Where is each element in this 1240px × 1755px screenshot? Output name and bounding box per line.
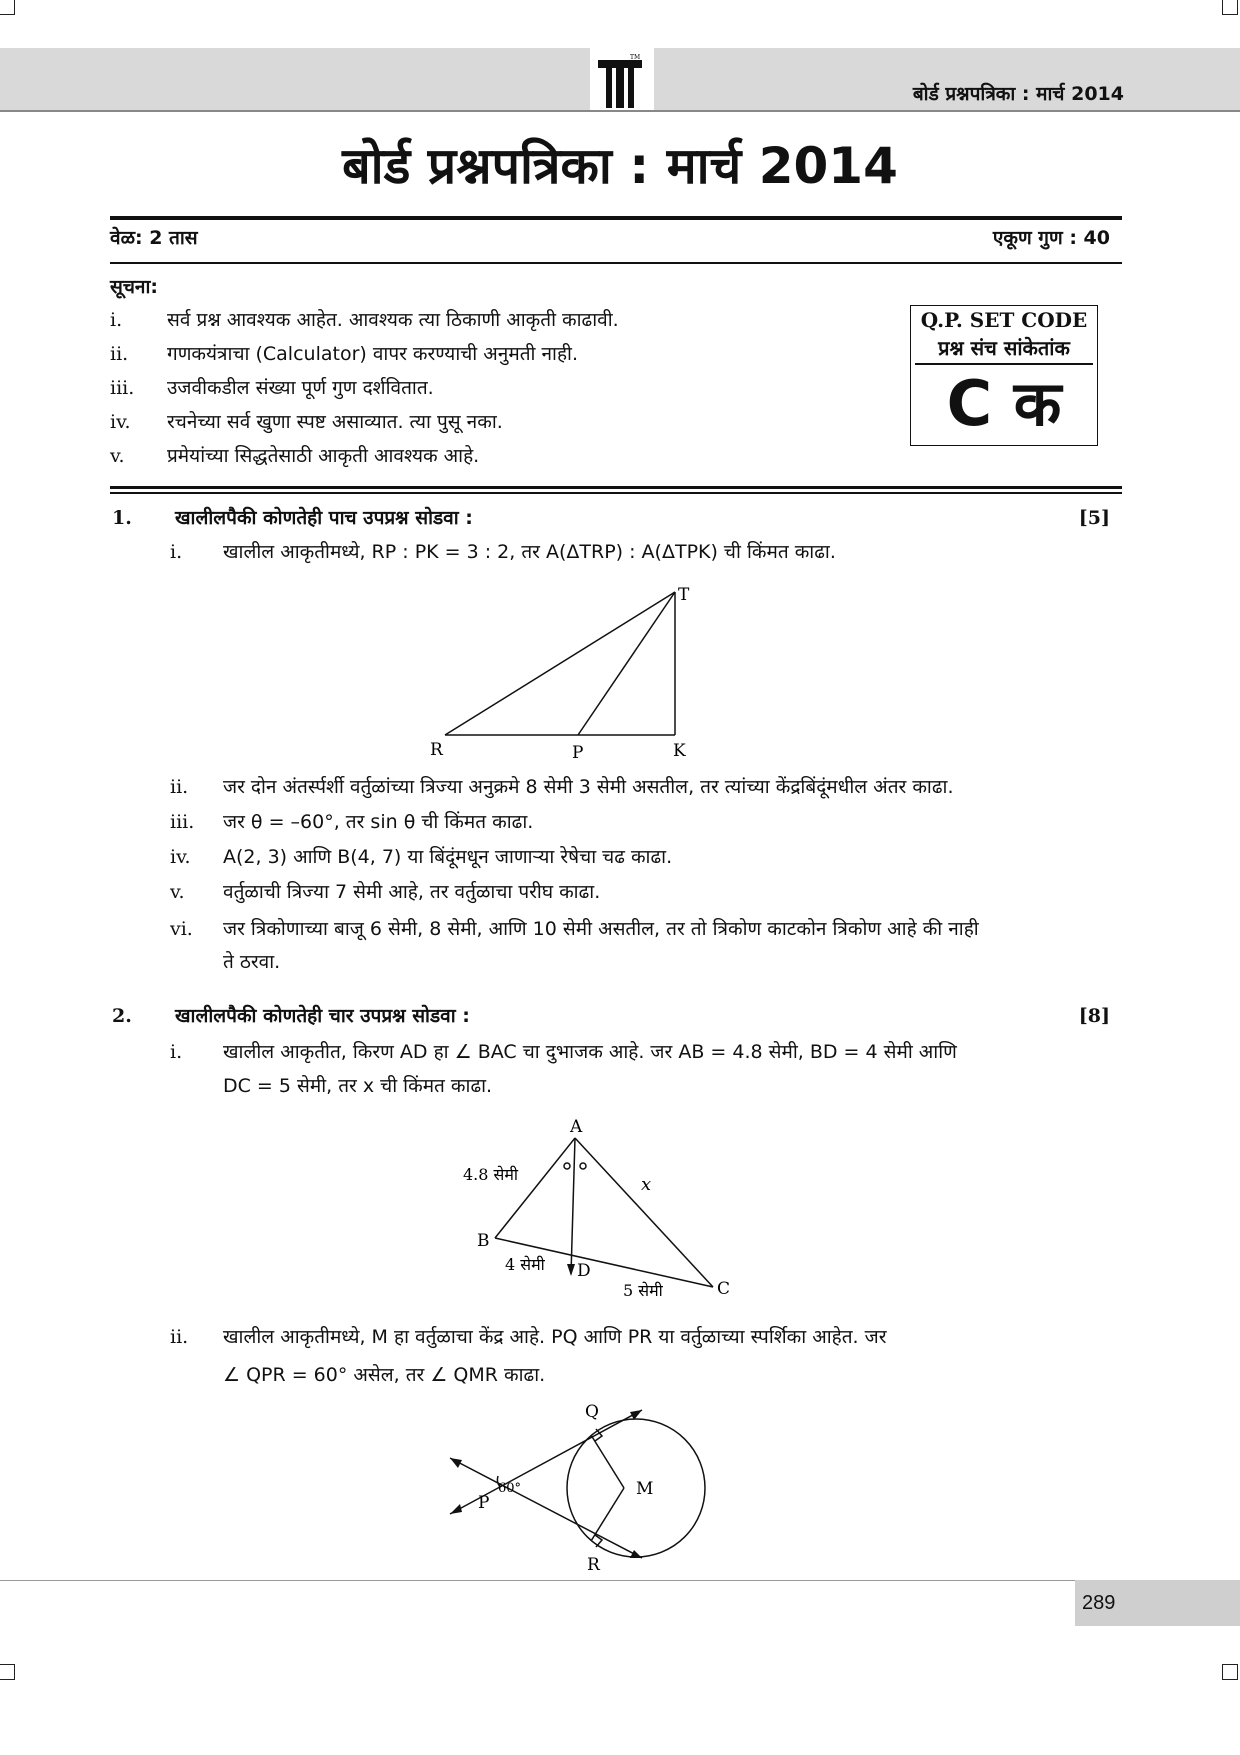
- instructions-heading: सूचना:: [110, 276, 158, 298]
- instruction-text: प्रमेयांच्या सिद्धतेसाठी आकृती आवश्यक आहे.: [167, 445, 480, 467]
- crop-mark-bottom-left: [0, 1664, 15, 1680]
- fig1-label-K: K: [673, 741, 686, 760]
- instruction-num: iii.: [110, 377, 135, 399]
- q1-marks: [5]: [1078, 507, 1110, 529]
- q2-i-text: खालील आकृतीत, किरण AD हा ∠ BAC चा दुभाजक आहे. जर AB = 4.8 सेमी, BD = 4 सेमी आणि: [223, 1041, 957, 1063]
- instruction-num: i.: [110, 309, 123, 331]
- instruction-text: गणकयंत्राचा (Calculator) वापर करण्याची अनुमती नाही.: [167, 343, 579, 365]
- fig2-label-B: B: [477, 1231, 490, 1251]
- q1-v-num: v.: [170, 881, 185, 903]
- q1-iii-num: iii.: [170, 811, 195, 833]
- fig1-label-T: T: [678, 585, 690, 605]
- q1-v-text: वर्तुळाची त्रिज्या 7 सेमी आहे, तर वर्तुळाचा परीघ काढा.: [223, 881, 601, 903]
- page-title: बोर्ड प्रश्नपत्रिका : मार्च 2014: [342, 137, 898, 195]
- set-code-box: [910, 305, 1098, 446]
- instruction-num: ii.: [110, 343, 129, 365]
- rule-section-1: [110, 486, 1122, 489]
- logo-tm-text: TM: [630, 54, 641, 61]
- q1-i-num: i.: [170, 541, 183, 563]
- q2-heading: खालीलपैकी कोणतेही चार उपप्रश्न सोडवा :: [175, 1005, 470, 1027]
- q1-i-text: खालील आकृतीमध्ये, RP : PK = 3 : 2, तर A(ΔTRP) : A(ΔTPK) ची किंमत काढा.: [223, 541, 836, 563]
- rule-meta: [110, 262, 1122, 264]
- rule-section-2: [110, 492, 1122, 494]
- fig1-label-P: P: [572, 743, 584, 760]
- q2-i-num: i.: [170, 1041, 183, 1063]
- fig2-label-BD: 4 सेमी: [505, 1255, 545, 1274]
- q2-ii-text: खालील आकृतीमध्ये, M हा वर्तुळाचा केंद्र आहे. PQ आणि PR या वर्तुळाच्या स्पर्शिका आहेत. जर: [223, 1326, 887, 1348]
- q2-marks: [8]: [1078, 1005, 1110, 1027]
- fig1-label-R: R: [430, 740, 443, 760]
- instruction-num: v.: [110, 445, 125, 467]
- q2-ii-text-cont: ∠ QPR = 60° असेल, तर ∠ QMR काढा.: [223, 1364, 546, 1386]
- fig3-label-P: P: [478, 1493, 490, 1513]
- fig2-label-DC: 5 सेमी: [623, 1281, 663, 1300]
- crop-mark-bottom-right: [1222, 1664, 1238, 1680]
- instruction-text: उजवीकडील संख्या पूर्ण गुण दर्शवितात.: [167, 377, 434, 399]
- figure-triangle-trk: [420, 580, 710, 760]
- fig3-label-Q: Q: [585, 1402, 599, 1422]
- q1-iii-text: जर θ = –60°, तर sin θ ची किंमत काढा.: [223, 811, 534, 833]
- fig2-label-C: C: [717, 1279, 731, 1299]
- publisher-logo-icon: [590, 52, 654, 110]
- set-code-label: Q.P. SET CODE: [920, 308, 1088, 332]
- page-number: 289: [1082, 1592, 1116, 1614]
- total-marks: एकूण गुण : 40: [992, 227, 1110, 249]
- header-rule: [0, 110, 1240, 112]
- instruction-text: रचनेच्या सर्व खुणा स्पष्ट असाव्यात. त्या पुसू नका.: [167, 411, 503, 433]
- q1-vi-text-cont: ते ठरवा.: [223, 951, 281, 973]
- instruction-num: iv.: [110, 411, 131, 433]
- fig3-label-M: M: [636, 1479, 654, 1499]
- rule-top-thick: [110, 216, 1122, 220]
- set-code-value: C क: [946, 367, 1062, 440]
- q2-ii-num: ii.: [170, 1326, 189, 1348]
- set-code-label-marathi: प्रश्न संच सांकेतांक: [938, 336, 1070, 360]
- q1-number: 1.: [112, 507, 132, 529]
- figure-triangle-abc-bisector: [455, 1112, 755, 1302]
- q1-ii-num: ii.: [170, 776, 189, 798]
- q2-number: 2.: [112, 1005, 132, 1027]
- fig2-label-D: D: [577, 1261, 591, 1281]
- q1-heading: खालीलपैकी कोणतेही पाच उपप्रश्न सोडवा :: [175, 507, 473, 529]
- q1-vi-text: जर त्रिकोणाच्या बाजू 6 सेमी, 8 सेमी, आणि 10 सेमी असतील, तर तो त्रिकोण काटकोन त्रिकोण आहे की नाही: [223, 918, 979, 940]
- q1-iv-text: A(2, 3) आणि B(4, 7) या बिंदूंमधून जाणाऱ्या रेषेचा चढ काढा.: [223, 846, 673, 868]
- crop-mark-top-left: [0, 0, 15, 15]
- q2-i-text-cont: DC = 5 सेमी, तर x ची किंमत काढा.: [223, 1075, 493, 1097]
- figure-circle-tangents: [440, 1398, 720, 1578]
- fig3-label-R: R: [587, 1555, 600, 1575]
- q1-vi-num: vi.: [170, 918, 193, 940]
- fig2-label-AB: 4.8 सेमी: [463, 1165, 519, 1184]
- time-allowed: वेळ: 2 तास: [110, 227, 198, 249]
- footer-rule: [0, 1580, 1075, 1581]
- instruction-text: सर्व प्रश्न आवश्यक आहेत. आवश्यक त्या ठिकाणी आकृती काढावी.: [167, 309, 619, 331]
- crop-mark-top-right: [1222, 0, 1238, 15]
- running-header: बोर्ड प्रश्नपत्रिका : मार्च 2014: [912, 83, 1124, 105]
- fig3-label-angle: 60°: [498, 1481, 522, 1496]
- q1-iv-num: iv.: [170, 846, 191, 868]
- fig2-label-AC: x: [641, 1174, 652, 1195]
- fig2-label-A: A: [570, 1117, 583, 1137]
- q1-ii-text: जर दोन अंतर्स्पर्शी वर्तुळांच्या त्रिज्या अनुक्रमे 8 सेमी 3 सेमी असतील, तर त्यांच्या केंद्रबिंदूंमधील अंतर काढा.: [223, 776, 954, 798]
